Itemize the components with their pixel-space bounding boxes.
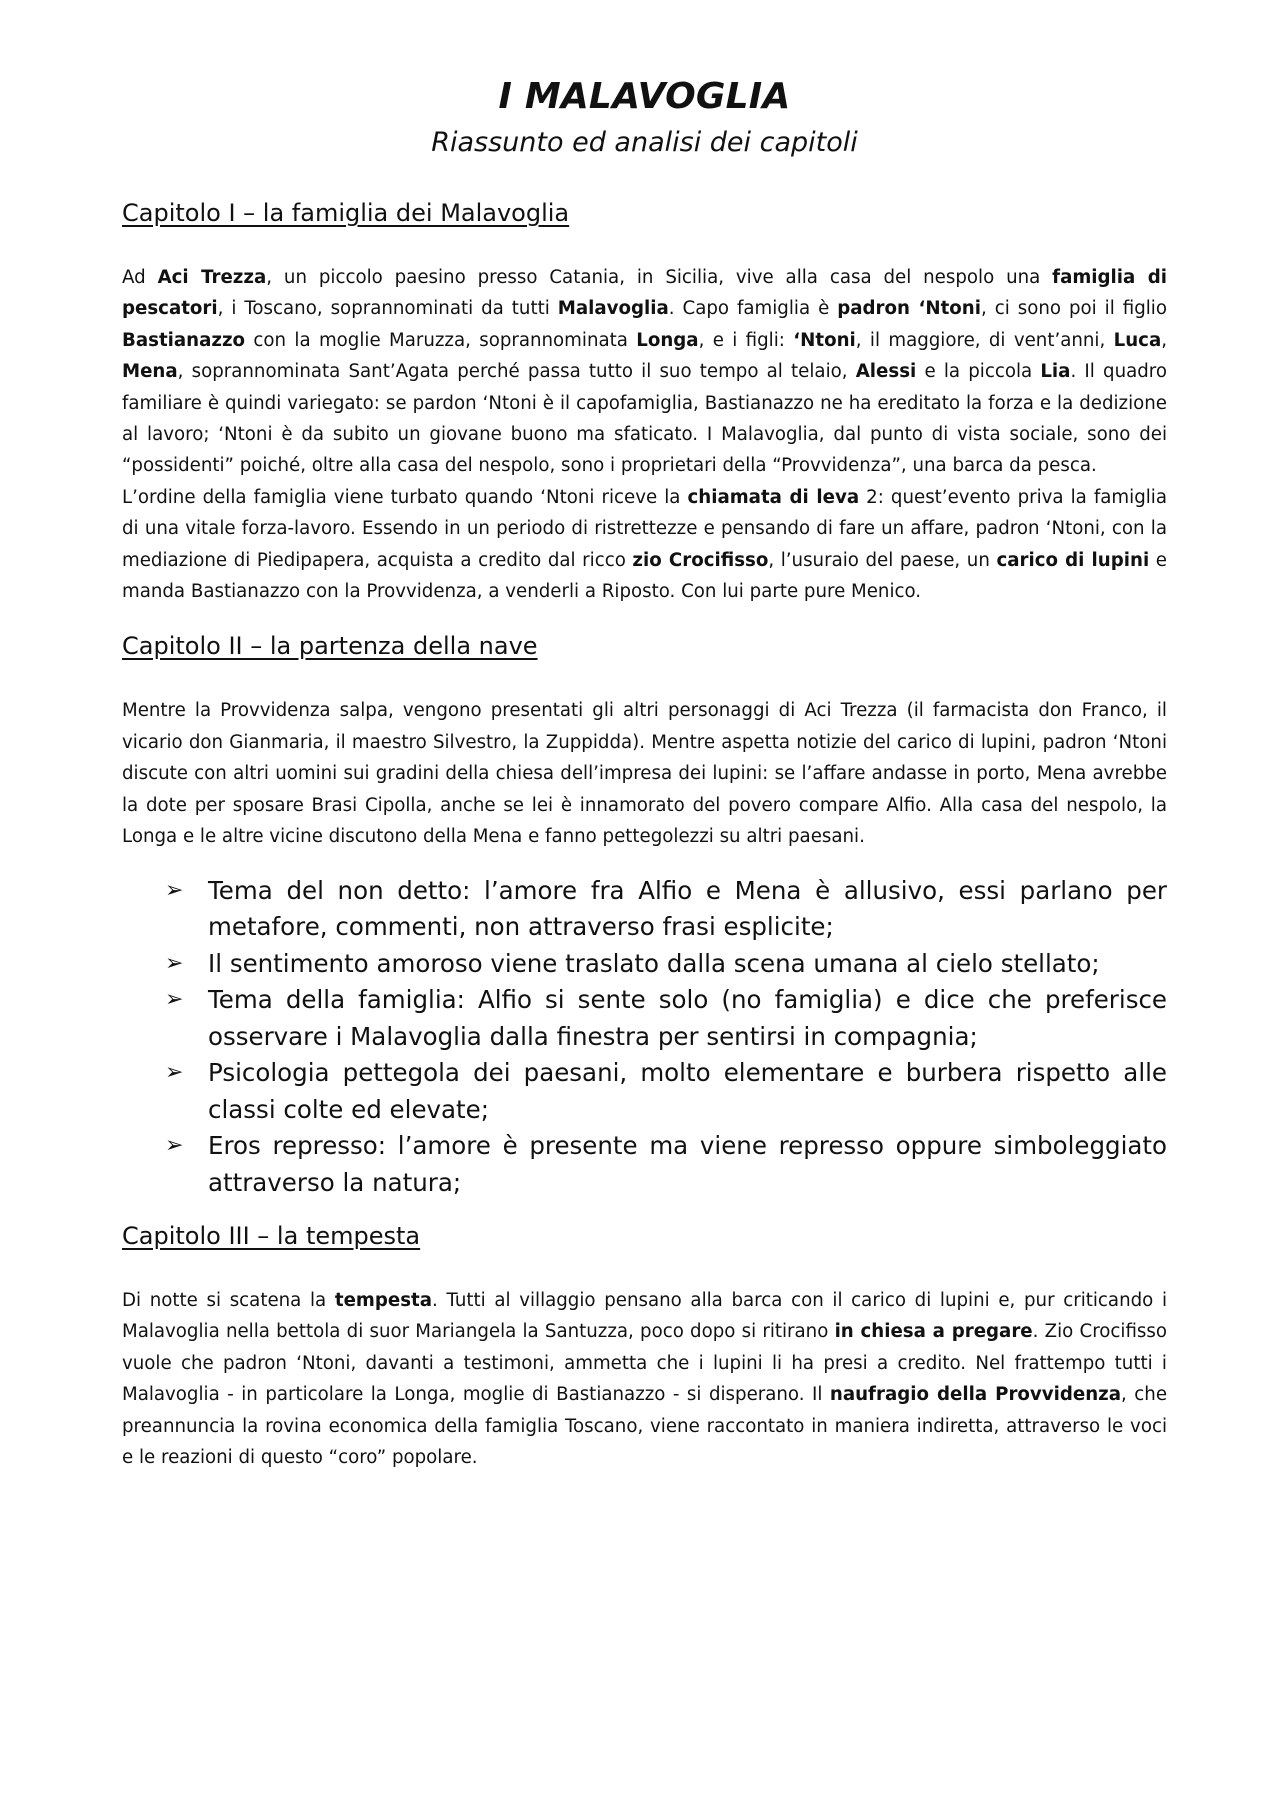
document-title: I MALAVOGLIA: [498, 76, 791, 117]
text-run: , ci sono poi il figlio: [980, 298, 1167, 320]
text-run: . Il quadro familiare è quindi variegato: se pardon ‘Ntoni è il capofamiglia, Bastianazzo ne ha ereditato la forza e la dedizione al lavoro; ‘Ntoni è da subito un giovane buono ma sfaticato. I Malavoglia, dal punto di vista sociale, sono dei “possidenti” poiché, oltre alla casa del nespolo, sono i proprietari della “Provvidenza”, una barca da pesca.: [122, 361, 1167, 477]
text-run: , i Toscano, soprannominati da tutti: [217, 298, 558, 320]
text-run: , e i figli:: [698, 329, 794, 351]
text-run: L’ordine della famiglia viene turbato quando ‘Ntoni riceve la: [122, 486, 688, 508]
text-run: . Tutti al villaggio pensano alla barca con il carico di lupini e, pur criticando i Malavoglia nella bettola di suor Mariangela la Santuzza, poco dopo si ritirano: [122, 1290, 1167, 1343]
bold-text-run: in chiesa a pregare: [834, 1321, 1033, 1343]
text-run: , il maggiore, di vent’anni,: [855, 329, 1114, 351]
text-run: , un piccolo paesino presso Catania, in Sicilia, vive alla casa del nespolo una: [266, 267, 1053, 288]
text-run: e manda Bastianazzo con la Provvidenza, a venderli a Riposto. Con lui parte pure Menico.: [122, 549, 1167, 603]
arrow-bullet-icon: ➢: [165, 950, 184, 976]
bullet-item: [165, 982, 1167, 1055]
bold-text-run: tempesta: [334, 1290, 433, 1311]
bold-text-run: Alessi: [855, 361, 917, 383]
bullet-text: Tema della famiglia: Alfio si sente solo (no famiglia) e dice che preferisce osservare i Malavoglia dalla finestra per sentirsi in compagnia;: [208, 985, 1167, 1051]
bold-text-run: Bastianazzo: [122, 329, 246, 351]
bold-text-run: Aci Trezza: [157, 267, 267, 288]
bold-text-run: ‘Ntoni: [793, 329, 856, 351]
document-subtitle: Riassunto ed analisi dei capitoli: [431, 127, 858, 158]
bullet-item: [165, 1055, 1167, 1128]
text-run: 2: quest’evento priva la famiglia di una vitale forza-lavoro. Essendo in un periodo di ristrettezze e pensando di fare un affare, padron ‘Ntoni, con la mediazione di Piedipapera, acquista a credito dal ricco: [122, 486, 1167, 571]
text-run: . Capo famiglia è: [668, 298, 838, 320]
text-run: . Zio Crocifisso vuole che padron ‘Ntoni, davanti a testimoni, ammetta che i lupini li ha presi a credito. Nel frattempo tutti i Malavoglia - in particolare la Longa, moglie di Bastianazzo - si disperano. Il: [122, 1321, 1167, 1406]
bold-text-run: Lia: [1040, 361, 1071, 383]
bullet-item: [165, 873, 1167, 946]
bullet-text: Psicologia pettegola dei paesani, molto elementare e burbera rispetto alle classi colte ed elevate;: [208, 1058, 1167, 1124]
chapter-1-paragraph: [122, 262, 1167, 607]
text-run: con la moglie Maruzza, soprannominata: [245, 329, 637, 351]
text-run: , soprannominata Sant’Agata perché passa tutto il suo tempo al telaio,: [177, 361, 856, 383]
text-run: , l’usuraio del paese, un: [768, 549, 997, 571]
arrow-bullet-icon: ➢: [165, 987, 184, 1012]
arrow-bullet-icon: ➢: [165, 1133, 184, 1158]
bold-text-run: carico di lupini: [996, 549, 1150, 571]
chapter-2-heading: Capitolo II – la partenza della nave: [122, 632, 538, 661]
bold-text-run: padron ‘Ntoni: [837, 298, 981, 320]
text-run: e la piccola: [916, 361, 1041, 383]
bold-text-run: Mena: [122, 361, 178, 383]
bullet-text: Tema del non detto: l’amore fra Alfio e Mena è allusivo, essi parlano per metafore, commenti, non attraverso frasi esplicite;: [208, 875, 1167, 941]
chapter-3-heading: Capitolo III – la tempesta: [122, 1222, 421, 1250]
text-run: , che preannuncia la rovina economica della famiglia Toscano, viene raccontato in maniera indiretta, attraverso le voci e le reazioni di questo “coro” popolare.: [122, 1384, 1168, 1469]
bold-text-run: Luca: [1113, 329, 1162, 351]
bullet-text: Eros represso: l’amore è presente ma viene represso oppure simboleggiato attraverso la natura;: [208, 1131, 1167, 1197]
text-run: Mentre la Provvidenza salpa, vengono presentati gli altri personaggi di Aci Trezza (il farmacista don Franco, il vicario don Gianmaria, il maestro Silvestro, la Zuppidda). Mentre aspetta notizie del carico di lupini, padron ‘Ntoni discute con altri uomini sui gradini della chiesa dell’impresa dei lupini: se l’affare andasse in porto, Mena avrebbe la dote per sposare Brasi Cipolla, anche se lei è innamorato del povero compare Alfio. Alla casa del nespolo, la Longa e le altre vicine discutono della Mena e fanno pettegolezzi su altri paesani.: [122, 700, 1167, 848]
chapter-2-bullet-list: [122, 873, 1167, 1202]
bold-text-run: chiamata di leva: [687, 486, 860, 508]
bullet-text: Il sentimento amoroso viene traslato dalla scena umana al cielo stellato;: [208, 948, 1100, 978]
document-page: [122, 72, 1167, 1473]
arrow-bullet-icon: ➢: [165, 1060, 184, 1085]
bold-text-run: zio Crocifisso: [632, 549, 769, 571]
text-run: Di notte si scatena la: [122, 1290, 335, 1311]
arrow-bullet-icon: ➢: [165, 877, 184, 903]
bold-text-run: Malavoglia: [557, 298, 669, 320]
bold-text-run: naufragio della Provvidenza: [829, 1384, 1122, 1406]
bullet-item: [165, 1128, 1167, 1201]
bold-text-run: Longa: [636, 329, 699, 351]
bullet-item: [165, 946, 1167, 983]
text-run: Ad: [122, 267, 158, 288]
chapter-2-paragraph: [122, 695, 1167, 852]
chapter-3-paragraph: [122, 1285, 1167, 1473]
text-run: ,: [1161, 329, 1168, 351]
chapter-1-heading: Capitolo I – la famiglia dei Malavoglia: [122, 199, 570, 227]
bold-text-run: famiglia di pescatori: [122, 267, 1167, 320]
